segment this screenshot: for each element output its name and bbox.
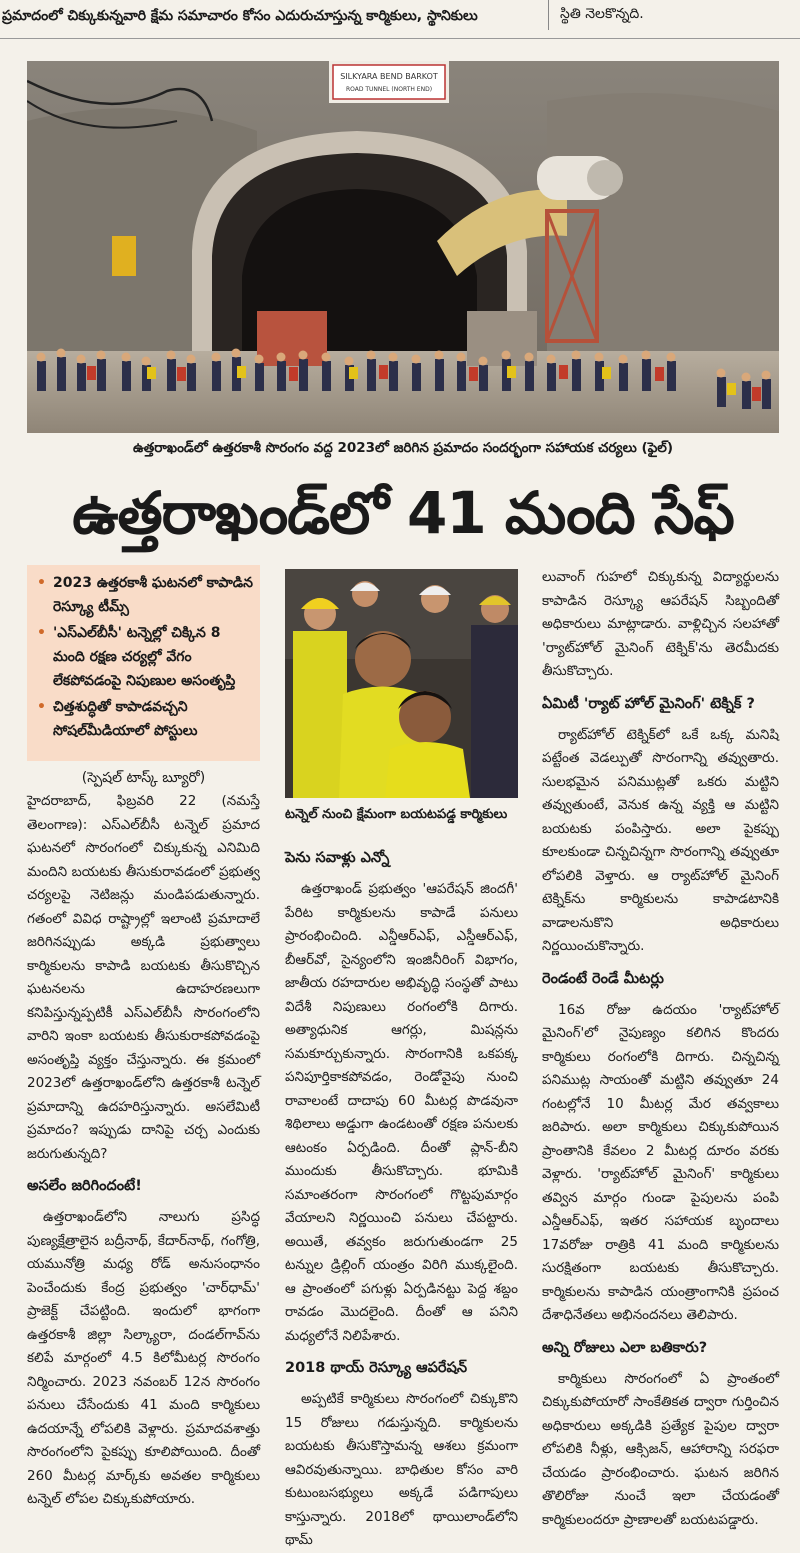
- photo-caption: టన్నెల్ నుంచి క్షేమంగా బయటపడ్డ కార్మికులు: [285, 807, 508, 822]
- headline: ఉత్తరాఖండ్‌లో 41 మంది సేఫ్: [72, 479, 734, 547]
- subheading: రెండంటే రెండే మీటర్లు: [542, 970, 664, 987]
- subheading: ఏమిటీ 'ర్యాట్ హోల్ మైనింగ్' టెక్నిక్ ?: [542, 695, 755, 712]
- paragraph: లువాంగ్ గుహలో చిక్కుకున్న విద్యార్థులను కాపాడిన రెస్క్యూ ఆపరేషన్ సిబ్బందితో అధికారులు మాట్లాడారు. వాళ్లిచ్చిన సలహాతో 'ర్యాట్‌హోల్ మైనింగ్ టెక్నిక్'ను తెరమీదకు తీసుకొచ్చారు.: [542, 569, 779, 679]
- hero-caption: ఉత్తరాఖండ్‌లో ఉత్తరకాశీ సొరంగం వద్ద 2023లో జరిగిన ప్రమాదం సందర్భంగా సహాయక చర్యలు (ఫైల్): [132, 440, 674, 456]
- paragraph: హైదరాబాద్, ఫిబ్రవరి 22 (నమస్తే తెలంగాణ): ఎస్‌ఎల్‌బీసీ టన్నెల్ ప్రమాద ఘటనలో సొరంగంలో చిక్కుకున్న ఎనిమిది మందిని బయటకు తీసుకురావడంలో ప్రభుత్వ చర్యలపై నెటిజన్లు మండిపడుతున్నారు. గతంలో వివిధ రాష్ట్రాల్లో ఇలాంటి ప్రమాదాలే జరిగినప్పుడు అక్కడి ప్రభుత్వాలు కార్మికులను కాపాడి బయటకు తీసుకొచ్చిన ఘటనలను ఉదాహరణలుగా కనిపిస్తున్నప్పటికీ ఎస్‌ఎల్‌బీసీ సొరంగంలోని వారిని ఇంకా బయటకు తీసుకురాకపోవడంపై అసంతృప్తి వ్యక్తం చేస్తున్నారు. ఈ క్రమంలో 2023లో ఉత్తరాఖండ్‌లోని ఉత్తరకాశీ టన్నెల్ ప్రమాదాన్ని ఉదహరిస్తున్నారు. అసలేమిటీ ప్రమాదం? ఇప్పుడు దానిపై చర్చ ఎందుకు జరుగుతున్నది?: [27, 793, 260, 1162]
- paragraph: అప్పటికే కార్మికులు సొరంగంలో చిక్కుకొని 15 రోజులు గడుస్తున్నది. కార్మికులను బయటకు తీసుకొస్తామన్న ఆశలు క్రమంగా ఆవిరవుతున్నాయి. బాధితుల కోసం వారి కుటుంబసభ్యులు అక్కడే పడిగాపులు కాస్తున్నారు. 2018లో థాయిలాండ్‌లోని థామ్: [285, 1391, 518, 1548]
- tunnel-photo: [27, 61, 779, 433]
- paragraph: 16వ రోజు ఉదయం 'ర్యాట్‌హోల్ మైనింగ్'లో నైపుణ్యం కలిగిన కొందరు కార్మికులు రంగంలోకి దిగారు. చిన్నచిన్న పనిముట్ల సాయంతో మట్టిని తవ్వుతూ 24 గంటల్లోనే 10 మీటర్ల మేర తవ్వకాలు జరిపారు. అలా కార్మికులు చిక్కుకుపోయిన ప్రాంతానికి కేవలం 2 మీటర్ల దూరం వరకు వెళ్లారు. 'ర్యాట్‌హోల్ మైనింగ్' కార్మికులు తవ్విన మార్గం గుండా పైపులను పంపి ఎన్డీఆర్‌ఎఫ్, ఇతర సహాయక బృందాలు 17వరోజు రాత్రికి 41 మంది కార్మికులను సురక్షితంగా బయటకు తీసుకొచ్చారు. కార్మికులను కాపాడిన యంత్రాంగానికి ప్రపంచ దేశాధినేతలు అభినందనలు తెలిపారు.: [542, 1001, 779, 1323]
- paragraph: కార్మికులు సొరంగంలో ఏ ప్రాంతంలో చిక్కుకుపోయారో సాంకేతికత ద్వారా గుర్తించిన అధికారులు అక్కడికి ప్రత్యేక పైపుల ద్వారా లోపలికి నీళ్లు, ఆక్సిజన్, ఆహారాన్ని సరఫరా చేయడం ప్రారంభించారు. ఘటన జరిగిన తొలిరోజు నుంచే ఇలా చేయడంతో కార్మికులందరూ ప్రాణాలతో బయటపడ్డారు.: [542, 1370, 779, 1528]
- bullet-icon: •: [37, 699, 46, 715]
- subheading: 2018 థాయ్ రెస్క్యూ ఆపరేషన్: [285, 1360, 468, 1376]
- highlights-box: [27, 565, 260, 761]
- article-column-1: [27, 790, 260, 1512]
- paragraph: ఉత్తరాఖండ్‌లోని నాలుగు ప్రసిద్ధ పుణ్యక్షేత్రాలైన బద్రీనాథ్, కేదార్‌నాథ్, గంగోత్రి, యమునోత్రి మధ్య రోడ్ అనుసంధానం పెంచేందుకు కేంద్ర ప్రభుత్వం 'చార్‌ధామ్' ప్రాజెక్ట్ చేపట్టింది. ఇందులో భాగంగా ఉత్తరకాశీ జిల్లా సిల్క్యారా, దండల్‌గావ్‌ను కలిపే మార్గంలో 4.5 కిలోమీటర్ల సొరంగం నిర్మించారు. 2023 నవంబర్ 12న సొరంగం పనులు చేసేందుకు 41 మంది కార్మికులు ఉదయాన్నే లోపలికి వెళ్లారు. ప్రమాదవశాత్తు సొరంగంలోని పైకప్పు కూలిపోయింది. దీంతో 260 మీటర్ల మార్క్‌కు అవతల కార్మికులు టన్నెల్ లోపల చిక్కుకుపోయారు.: [27, 1209, 260, 1507]
- article-column-2: [285, 846, 518, 1553]
- top-caption: ప్రమాదంలో చిక్కుకున్నవారి క్షేమ సమాచారం కోసం ఎదురుచూస్తున్న కార్మికులు, స్థానికులు: [2, 8, 478, 24]
- byline: (స్పెషల్ టాస్క్ బ్యూరో): [81, 770, 206, 786]
- bullet-icon: •: [37, 575, 46, 591]
- top-strip: [0, 0, 800, 39]
- bullet-icon: •: [37, 625, 46, 641]
- article-column-3: [542, 566, 779, 1532]
- column-divider: [548, 0, 549, 30]
- sign-line-2: ROAD TUNNEL (NORTH END): [345, 86, 433, 93]
- paragraph: ఉత్తరాఖండ్ ప్రభుత్వం 'ఆపరేషన్ జిందగీ' పేరిట కార్మికులను కాపాడే పనులు ప్రారంభించింది. ఎన్డీఆర్‌ఎఫ్, ఎస్డీఆర్‌ఎఫ్, బీఆర్‌వో, సైన్యంలోని ఇంజినీరింగ్ విభాగం, జాతీయ రహదారుల అభివృద్ధి సంస్థతో పాటు విదేశీ నిపుణులు రంగంలోకి దిగారు. అత్యాధునిక ఆగర్లు, మిషన్లను సమకూర్చుకున్నారు. సొరంగానికి ఒకపక్క పనిపూర్తికాకపోవడం, రెండోవైపు నుంచి రావాలంటే దాదాపు 60 మీటర్ల పొడవునా శిథిలాలు అడ్డుగా ఉండటంతో రక్షణ పనులకు ఆటంకం ఏర్పడింది. దీంతో ప్లాన్-బీని ముందుకు తీసుకొచ్చారు. భూమికి సమాంతరంగా సొరంగంలో గొట్టపుమార్గం వేయాలని నిర్ణయించి పనులు చేపట్టారు. అయితే, తవ్వకం జరుగుతుండగా 25 టన్నుల డ్రిల్లింగ్ యంత్రం విరిగి ముక్కలైంది. ఆ ప్రాంతంలో పగుళ్లు ఏర్పడినట్టు పెద్ద శబ్దం రావడం మొదలైంది. దీంతో ఆ పనిని మధ్యలోనే నిలిపేశారు.: [285, 881, 518, 1344]
- paragraph: ర్యాట్‌హోల్ టెక్నిక్‌లో ఒకే ఒక్క మనిషి పట్టేంత వెడల్పుతో సొరంగాన్ని తవ్వుతారు. సులభమైన పనిముట్లతో ఒకరు మట్టిని తవ్వుతుంటే, వెనుక ఉన్న వ్యక్తి ఆ మట్టిని బయటకు పంపిస్తారు. అలా పైకప్పు కూలకుండా చిన్నచిన్నగా సొరంగాన్ని తవ్వుతూ లోపలికి వెళ్తారు. ఆ ర్యాట్‌హోల్ మైనింగ్ టెక్నిక్‌ను కార్మికులను కాపాడటానికి వాడాలనుకొని అధికారులు నిర్ణయించుకొన్నారు.: [542, 726, 779, 954]
- highlight-item: • 'ఎస్‌ఎల్‌బీసీ' టన్నెల్లో చిక్కిన 8 మంది రక్షణ చర్యల్లో వేగం లేకపోవడంపై నిపుణుల అసంతృప్తి: [27, 621, 260, 693]
- highlight-item: • చిత్తశుద్ధితో కాపాడవచ్చని సోషల్‌మీడియాలో పోస్టులు: [27, 695, 260, 743]
- subheading: అన్ని రోజులు ఎలా బతికారు?: [542, 1339, 708, 1356]
- top-fragment: స్థితి నెలకొన్నది.: [560, 6, 644, 22]
- subheading: అసలేం జరిగిందంటే!: [27, 1178, 142, 1194]
- highlight-item: • 2023 ఉత్తరకాశీ ఘటనలో కాపాడిన రెస్క్యూ టీమ్స్: [27, 571, 260, 619]
- rescued-workers-photo: [285, 569, 518, 798]
- subheading: పెను సవాళ్లు ఎన్నో: [285, 850, 390, 866]
- sign-line-1: SILKYARA BEND BARKOT: [340, 72, 438, 81]
